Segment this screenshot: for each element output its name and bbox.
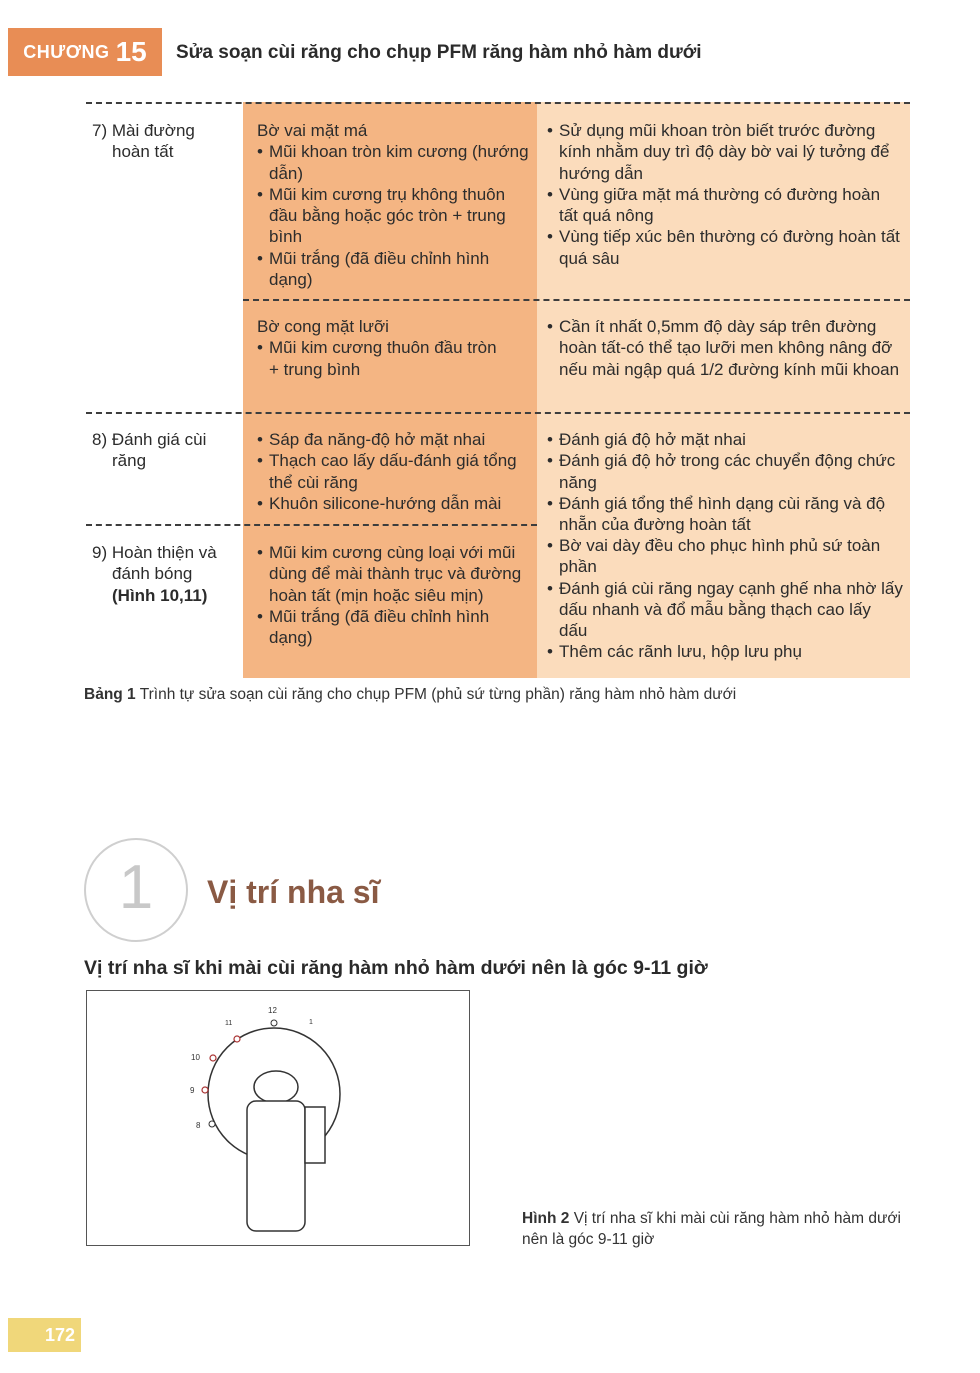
step-7a-notes [547,120,903,269]
position-marker-12 [271,1020,277,1026]
section-number: 1 [118,853,154,922]
step-9-notes [547,535,903,663]
list-item: • Mũi khoan tròn kim cương (hướng dẫn) [257,141,529,184]
step-7-label: 7) Mài đường hoàn tất [92,121,195,162]
sub-heading: Bờ vai mặt má [257,121,368,140]
list-item: • Mũi trắng (đã điều chỉnh hình dạng) [257,606,529,649]
table-divider [86,524,537,526]
clock-position-diagram [87,991,471,1247]
procedure-table [86,102,910,678]
clock-label-10: 10 [191,1053,200,1062]
table-divider [86,102,910,104]
list-item: • Mũi kim cương trụ không thuôn đầu bằng hoặc góc tròn + trung bình [257,184,529,248]
table-divider [86,412,910,414]
table-caption-label: Bảng 1 [84,686,136,703]
sub-heading: Bờ cong mặt lưỡi [257,317,389,336]
table-caption-text: Trình tự sửa soạn cùi răng cho chụp PFM (phủ sứ từng phần) răng hàm nhỏ hàm dưới [139,686,737,703]
figure-caption-label: Hình 2 [522,1210,570,1227]
list-item: • Vùng giữa mặt má thường có đường hoàn tất quá nông [547,184,903,227]
patient-head [254,1071,298,1103]
step-8-notes [547,429,903,535]
position-marker-11 [234,1036,240,1042]
list-item: • Đánh giá cùi răng ngay cạnh ghế nha nhờ lấy dấu nhanh và đổ mẫu bằng thạch cao lấy dấu [547,578,903,642]
step-7b-instruments: Bờ cong mặt lưỡi • Mũi kim cương thuôn đầu tròn + trung bình [257,316,529,380]
position-marker-9 [202,1087,208,1093]
chapter-word: CHƯƠNG [23,41,110,62]
figure-caption-text: Vị trí nha sĩ khi mài cùi răng hàm nhỏ hàm dưới nên là góc 9-11 giờ [522,1210,901,1248]
step-9-instruments [257,542,529,648]
list-item: • Khuôn silicone-hướng dẫn mài [257,493,529,514]
section-subheading: Vị trí nha sĩ khi mài cùi răng hàm nhỏ hàm dưới nên là góc 9-11 giờ [84,957,708,979]
list-item: • Thêm các rãnh lưu, hộp lưu phụ [547,641,903,662]
list-item: • Mũi kim cương cùng loại với mũi dùng để mài thành trục và đường hoàn tất (mịn hoặc siêu mịn) [257,542,529,606]
page-number: 172 [8,1318,81,1352]
list-item: • Mũi trắng (đã điều chỉnh hình dạng) [257,248,529,291]
chapter-badge [8,28,162,76]
position-marker-10 [210,1055,216,1061]
position-marker-8 [209,1121,215,1127]
list-item: • Thạch cao lấy dấu-đánh giá tổng thể cùi răng [257,450,529,493]
list-item: • Vùng tiếp xúc bên thường có đường hoàn tất quá sâu [547,226,903,269]
list-item: • Đánh giá độ hở trong các chuyển động chức năng [547,450,903,493]
dental-unit [305,1107,325,1163]
clock-label-12: 12 [268,1006,277,1015]
clock-label-9: 9 [190,1086,195,1095]
step-8-label: 8) Đánh giá cùi răng [92,430,207,471]
patient-chair [247,1101,305,1231]
step-7a-instruments [257,120,529,290]
step-7b-notes [547,316,903,380]
list-item: • Bờ vai dày đều cho phục hình phủ sứ toàn phần [547,535,903,578]
chapter-number: 15 [115,36,147,67]
table-divider [243,299,910,301]
section-title: Vị trí nha sĩ [207,874,380,910]
step-9-label: 9) Hoàn thiện và đánh bóng (Hình 10,11) [92,543,217,605]
clock-label-1: 1 [309,1019,313,1026]
list-item: • Cần ít nhất 0,5mm độ dày sáp trên đường hoàn tất-có thể tạo lưỡi men không nâng đỡ nếu mài ngập quá 1/2 đường kính mũi khoan [547,316,903,380]
list-item: • Sáp đa năng-độ hở mặt nhai [257,429,529,450]
clock-label-8: 8 [196,1121,201,1130]
list-item: • Đánh giá độ hở mặt nhai [547,429,903,450]
dentist-position-figure [86,990,470,1246]
list-item: • Đánh giá tổng thể hình dạng cùi răng và độ nhẵn của đường hoàn tất [547,493,903,536]
list-item: • Sử dụng mũi khoan tròn biết trước đường kính nhằm duy trì độ dày bờ vai lý tưởng để hướng dẫn [547,120,903,184]
clock-label-11: 11 [225,1020,233,1027]
figure-caption [522,1208,922,1250]
list-item: • Mũi kim cương thuôn đầu tròn [257,337,529,358]
step-8-instruments [257,429,529,514]
table-caption [84,686,736,704]
chapter-title: Sửa soạn cùi răng cho chụp PFM răng hàm nhỏ hàm dưới [176,42,702,63]
